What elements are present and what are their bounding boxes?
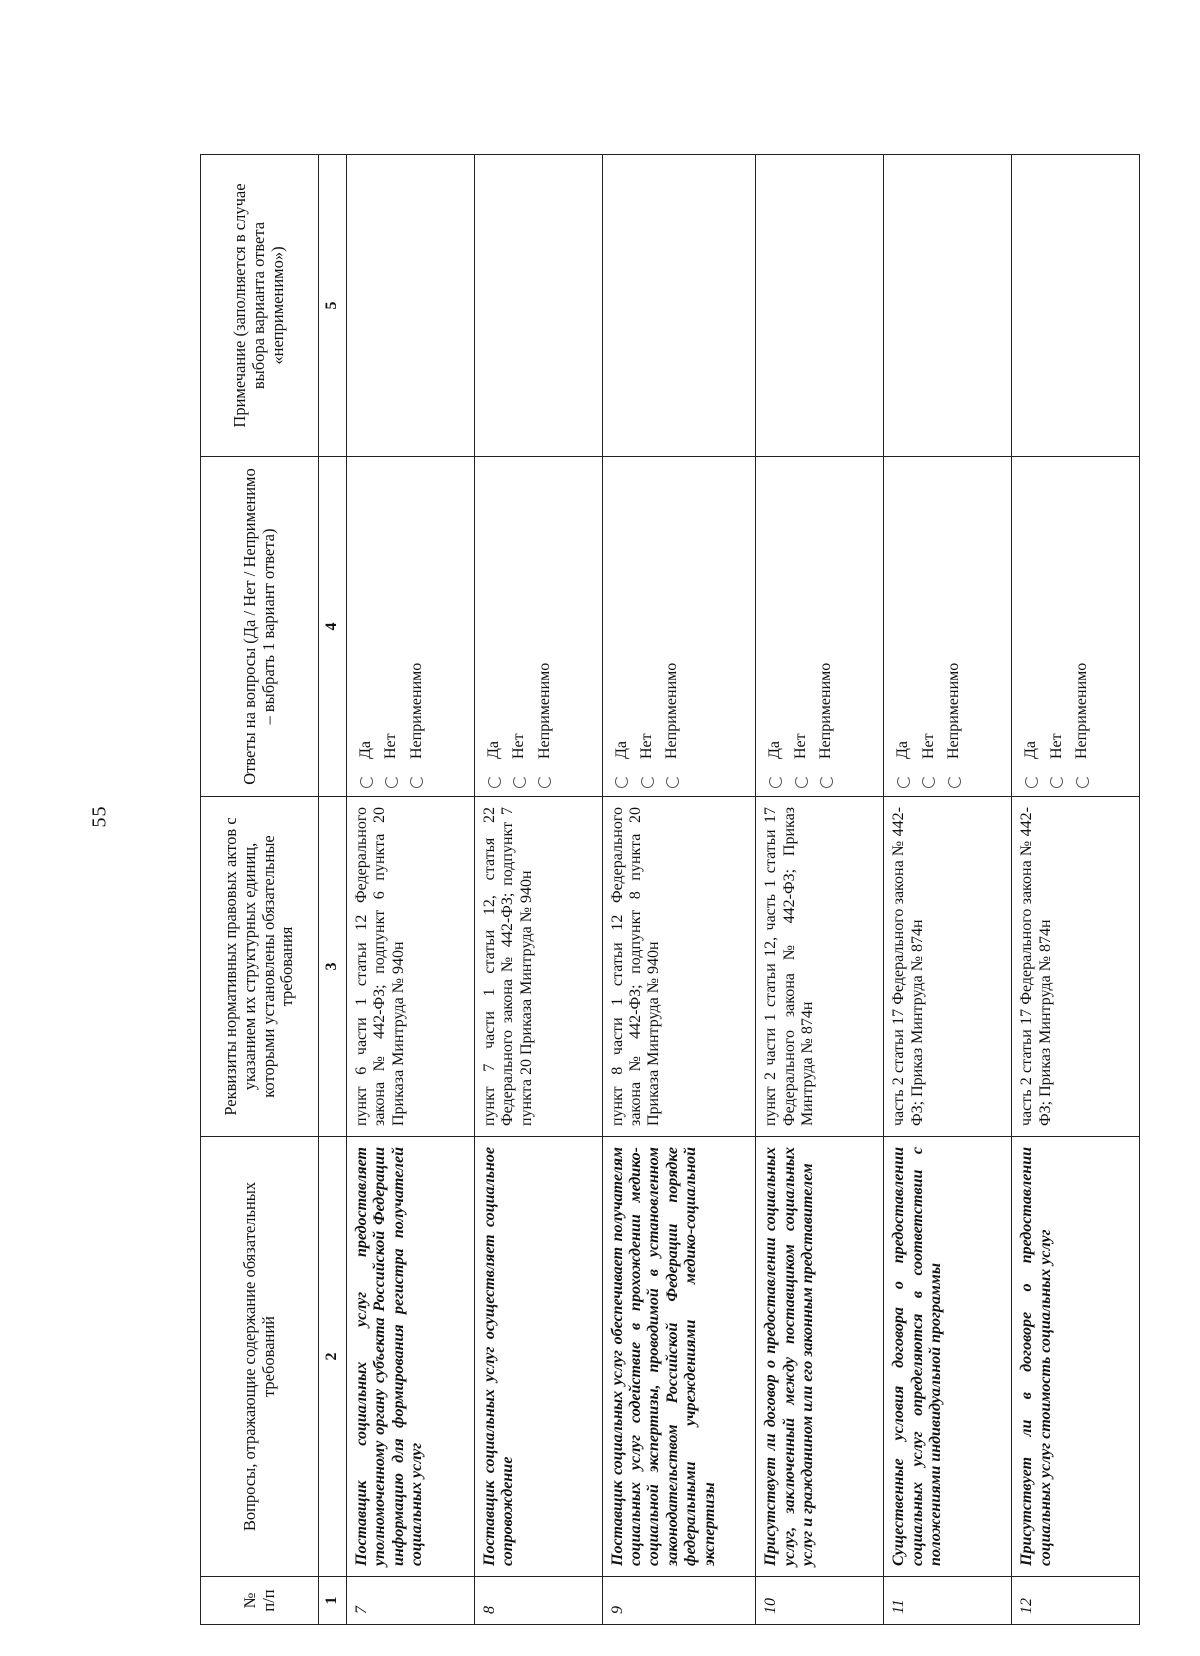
table-row: [1012, 155, 1140, 1625]
row-number: 9: [602, 1577, 756, 1625]
answer-option[interactable]: [792, 467, 810, 788]
checklist-table-container: [200, 155, 1140, 1625]
answer-option-label: Нет: [382, 733, 400, 759]
requirements-text: пункт 8 части 1 статьи 12 Федерального закона № 442-ФЗ; подпункт 8 пункта 20 Приказа Минтруда № 940н: [602, 797, 756, 1137]
radio-icon[interactable]: [1025, 775, 1038, 788]
row-number: 7: [347, 1577, 475, 1625]
radio-icon[interactable]: [513, 775, 526, 788]
requirements-text: часть 2 статьи 17 Федерального закона № 442-ФЗ; Приказ Минтруда № 874н: [1012, 797, 1140, 1137]
answer-option-label: Нет: [919, 733, 937, 759]
answer-option-label: Да: [1022, 740, 1040, 759]
question-text: Присутствует ли договор о предоставлении социальных услуг, заключенный между поставщиком социальных услуг и гражданином или его законным представителем: [756, 1137, 884, 1577]
header-answers: Ответы на вопросы (Да / Нет / Неприменимо – выбрать 1 вариант ответа): [201, 457, 319, 797]
header-requirements: Реквизиты нормативных правовых актов с указанием их структурных единиц, которыми установлены обязательные требования: [201, 797, 319, 1137]
note-cell: [884, 155, 1012, 457]
radio-icon[interactable]: [488, 775, 501, 788]
answer-option[interactable]: [357, 467, 375, 788]
table-header-row: [201, 155, 319, 1625]
table-row: [602, 155, 756, 1625]
row-number: 11: [884, 1577, 1012, 1625]
radio-icon[interactable]: [1076, 775, 1089, 788]
answer-option-label: Да: [766, 740, 784, 759]
answer-option[interactable]: [920, 467, 938, 788]
header-note: Примечание (заполняется в случае выбора варианта ответа «неприменимо»): [201, 155, 319, 457]
answer-option[interactable]: [766, 467, 784, 788]
answer-option[interactable]: [1048, 467, 1066, 788]
note-cell: [474, 155, 602, 457]
answer-option[interactable]: [408, 467, 426, 788]
table-row: [884, 155, 1012, 1625]
answer-option[interactable]: [894, 467, 912, 788]
radio-icon[interactable]: [795, 775, 808, 788]
answer-options: [474, 457, 602, 797]
table-row: [347, 155, 475, 1625]
note-cell: [1012, 155, 1140, 457]
checklist-table: [200, 154, 1140, 1625]
note-cell: [756, 155, 884, 457]
table-row: [756, 155, 884, 1625]
radio-icon[interactable]: [922, 775, 935, 788]
answer-options: [347, 457, 475, 797]
radio-icon[interactable]: [666, 775, 679, 788]
question-text: Поставщик социальных услуг обеспечивает получателям социальных услуг содействие в прохождении медико-социальной экспертизы, проводимой в установленном законодательством Российской Федерации порядке федеральными учреждениями медико-социальной экспертизы: [602, 1137, 756, 1577]
row-number: 10: [756, 1577, 884, 1625]
answer-option-label: Неприменимо: [817, 662, 835, 759]
note-cell: [347, 155, 475, 457]
answer-option-label: Нет: [791, 733, 809, 759]
answer-option-label: Да: [357, 740, 374, 759]
column-number-row: [319, 155, 347, 1625]
answer-option[interactable]: [510, 467, 528, 788]
column-number: 4: [319, 457, 347, 797]
requirements-text: пункт 6 части 1 статьи 12 Федерального закона № 442-ФЗ; подпункт 6 пункта 20 Приказа Минтруда № 940н: [347, 797, 475, 1137]
answer-option-label: Неприменимо: [1072, 662, 1090, 759]
answer-option-label: Нет: [510, 733, 528, 759]
question-text: Поставщик социальных услуг осуществляет социальное сопровождение: [474, 1137, 602, 1577]
radio-icon[interactable]: [360, 775, 373, 788]
answer-option[interactable]: [945, 467, 963, 788]
answer-option[interactable]: [485, 467, 503, 788]
answer-options: [756, 457, 884, 797]
radio-icon[interactable]: [538, 775, 551, 788]
answer-option[interactable]: [536, 467, 554, 788]
header-number: № п/п: [201, 1577, 319, 1625]
answer-options: [602, 457, 756, 797]
answer-option[interactable]: [638, 467, 656, 788]
requirements-text: пункт 2 части 1 статьи 12, часть 1 статьи 17 Федерального закона № 442-ФЗ; Приказ Минтруда № 874н: [756, 797, 884, 1137]
answer-option-label: Нет: [638, 733, 656, 759]
question-text: Существенные условия договора о предоставлении социальных услуг определяются в соответствии с положениями индивидуальной программы: [884, 1137, 1012, 1577]
answer-option-label: Неприменимо: [535, 662, 553, 759]
radio-icon[interactable]: [948, 775, 961, 788]
question-text: Присутствует ли в договоре о предоставлении социальных услуг стоимость социальных услуг: [1012, 1137, 1140, 1577]
column-number: 2: [319, 1137, 347, 1577]
answer-option-label: Неприменимо: [945, 662, 963, 759]
answer-option-label: Неприменимо: [663, 662, 681, 759]
answer-option-label: Нет: [1047, 733, 1065, 759]
answer-option[interactable]: [663, 467, 681, 788]
column-number: 5: [319, 155, 347, 457]
answer-option[interactable]: [817, 467, 835, 788]
requirements-text: часть 2 статьи 17 Федерального закона № 442-ФЗ; Приказ Минтруда № 874н: [884, 797, 1012, 1137]
answer-option-label: Да: [612, 740, 630, 759]
radio-icon[interactable]: [820, 775, 833, 788]
row-number: 8: [474, 1577, 602, 1625]
column-number: 1: [319, 1577, 347, 1625]
row-number: 12: [1012, 1577, 1140, 1625]
table-row: [474, 155, 602, 1625]
question-text: Поставщик социальных услуг предоставляет уполномоченному органу субъекта Российской Федерации информацию для формирования регистра получателей социальных услуг: [347, 1137, 475, 1577]
column-number: 3: [319, 797, 347, 1137]
answer-options: [884, 457, 1012, 797]
radio-icon[interactable]: [385, 775, 398, 788]
radio-icon[interactable]: [615, 775, 628, 788]
answer-option-label: Неприменимо: [407, 662, 425, 759]
radio-icon[interactable]: [897, 775, 910, 788]
radio-icon[interactable]: [641, 775, 654, 788]
answer-option[interactable]: [382, 467, 400, 788]
answer-option[interactable]: [1022, 467, 1040, 788]
radio-icon[interactable]: [1050, 775, 1063, 788]
header-questions: Вопросы, отражающие содержание обязательных требований: [201, 1137, 319, 1577]
radio-icon[interactable]: [769, 775, 782, 788]
answer-option-label: Да: [894, 740, 912, 759]
answer-option[interactable]: [613, 467, 631, 788]
requirements-text: пункт 7 части 1 статьи 12, статья 22 Федерального закона № 442-ФЗ; подпункт 7 пункта 20 Приказа Минтруда № 940н: [474, 797, 602, 1137]
page-number: 55: [88, 805, 111, 828]
answer-option[interactable]: [1073, 467, 1091, 788]
radio-icon[interactable]: [410, 775, 423, 788]
answer-option-label: Да: [484, 740, 502, 759]
note-cell: [602, 155, 756, 457]
answer-options: [1012, 457, 1140, 797]
